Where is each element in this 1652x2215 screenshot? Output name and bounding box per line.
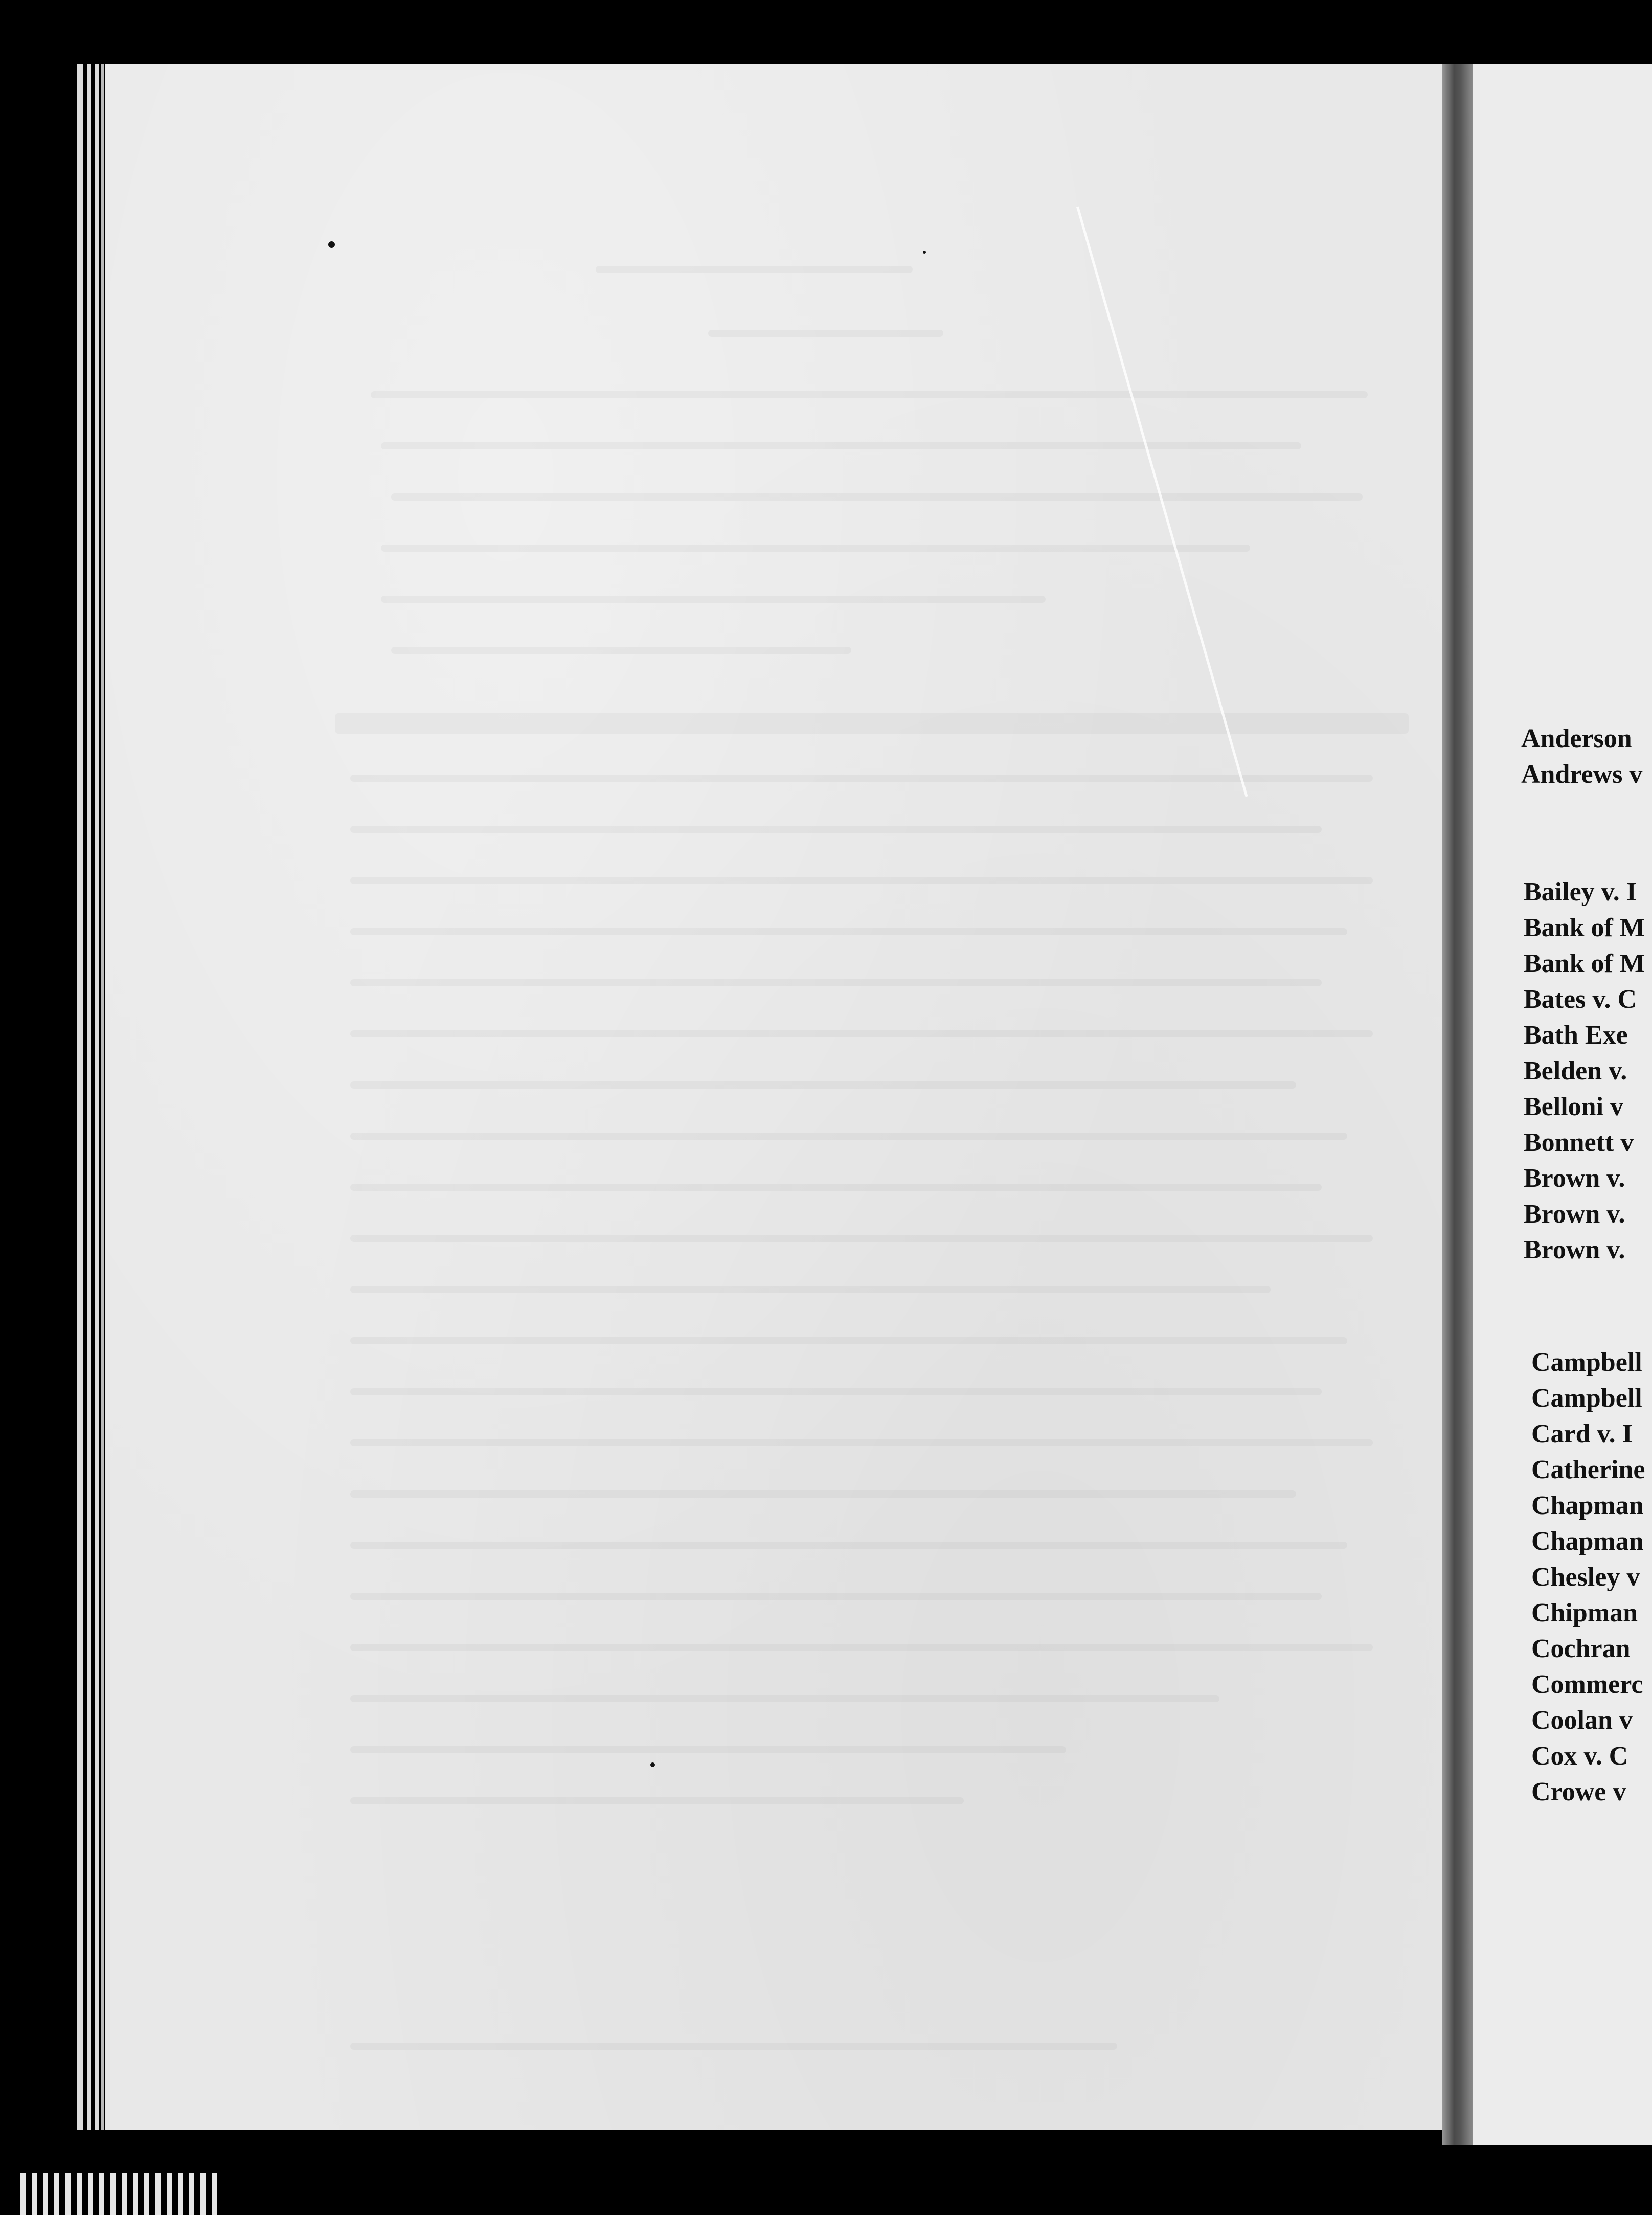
bleed-through-line [350,1593,1322,1600]
film-perforation [88,2173,93,2215]
dust-speck [328,241,335,248]
bleed-through-line [350,1184,1322,1191]
case-entry: Campbell [1531,1384,1642,1413]
bleed-through-line [350,1644,1373,1651]
bleed-through-line [350,1542,1347,1549]
film-edge-stripe [95,64,99,2130]
bleed-through-line [350,1695,1219,1702]
bleed-through-line [350,1388,1322,1395]
film-perforation [77,2173,82,2215]
case-entry: Coolan v [1531,1706,1633,1735]
bleed-through-line [350,1286,1271,1293]
film-perforation [178,2173,183,2215]
bleed-through-line [350,1490,1296,1498]
bleed-through-line [350,1081,1296,1089]
bleed-through-line [350,1746,1066,1753]
bleed-through-line [350,1337,1347,1344]
bleed-through-line [350,1439,1373,1446]
case-entry: Bath Exe [1524,1021,1628,1050]
bleed-through-line [350,1133,1347,1140]
film-perforation [200,2173,206,2215]
case-entry: Card v. I [1531,1419,1633,1449]
film-perforation [155,2173,161,2215]
case-entry: Andrews v [1521,760,1643,789]
bleed-through-line [350,877,1373,884]
film-perforation [167,2173,172,2215]
case-entry: Chapman [1531,1491,1644,1520]
case-entry: Bates v. C [1524,985,1637,1014]
film-perforation [65,2173,71,2215]
case-entry: Belloni v [1524,1092,1624,1121]
case-entry: Campbell [1531,1348,1642,1377]
case-entry: Cochran [1531,1634,1631,1663]
dust-speck [650,1762,655,1767]
index-group-b [1524,874,1652,1268]
film-perforation [110,2173,116,2215]
bleed-through-line [381,545,1250,552]
film-perforation [133,2173,138,2215]
bleed-through-line [708,330,943,337]
bleed-through-line [596,266,913,273]
case-entry: Bailey v. I [1524,877,1637,907]
page-gutter [1442,64,1473,2145]
film-perforation [32,2173,37,2215]
case-entry: Chesley v [1531,1563,1640,1592]
left-page-blank [105,64,1442,2130]
film-edge-stripe [77,64,83,2130]
case-entry: Bank of M [1524,913,1645,942]
film-perforation [212,2173,217,2215]
case-entry: Bonnett v [1524,1128,1634,1157]
case-index-list [1521,721,1652,1810]
film-perforation [43,2173,48,2215]
film-bottom-strip [0,2158,1652,2215]
bleed-through-line [350,1030,1373,1037]
case-entry: Anderson [1521,724,1632,753]
case-entry: Bank of M [1524,949,1645,978]
index-group-c [1531,1345,1652,1810]
film-scratch [1076,207,1248,797]
bleed-through-line [350,1797,964,1804]
bleed-through-line [391,493,1363,501]
case-entry: Catherine [1531,1455,1645,1484]
bleed-through-line [350,826,1322,833]
case-entry: Commerc [1531,1670,1643,1699]
film-perforation [54,2173,59,2215]
case-entry: Chapman [1531,1527,1644,1556]
bleed-through-line [350,2043,1117,2050]
film-perforation [144,2173,149,2215]
case-entry: Brown v. [1524,1200,1625,1229]
film-perforation [99,2173,104,2215]
bleed-through-line [335,713,1409,734]
case-entry: Cox v. C [1531,1742,1628,1771]
film-edge-stripe [101,64,104,2130]
bleed-through-line [350,1235,1373,1242]
case-entry: Belden v. [1524,1056,1627,1086]
bleed-through-line [350,928,1347,935]
bleed-through-line [391,647,851,654]
bleed-through-line [371,391,1368,398]
film-perforation [189,2173,194,2215]
index-group-a [1521,721,1652,793]
dust-speck [923,251,926,254]
bleed-through-line [381,596,1046,603]
case-entry: Chipman [1531,1598,1638,1628]
film-perforation [20,2173,26,2215]
case-entry: Crowe v [1531,1777,1626,1806]
film-perforation [122,2173,127,2215]
bleed-through-line [350,979,1322,986]
bleed-through-line [350,775,1373,782]
bleed-through-line [381,442,1301,449]
film-edge-stripe [87,64,91,2130]
case-entry: Brown v. [1524,1164,1625,1193]
case-entry: Brown v. [1524,1235,1625,1264]
